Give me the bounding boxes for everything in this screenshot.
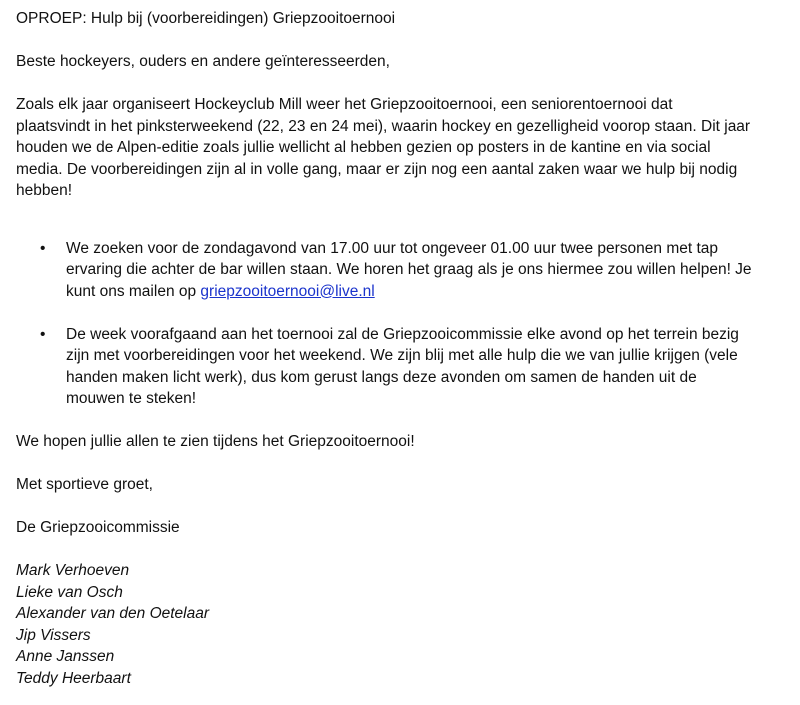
spacer xyxy=(16,539,792,561)
spacer xyxy=(16,453,792,475)
spacer xyxy=(16,302,792,324)
spacer xyxy=(16,202,792,238)
bullet-marker: • xyxy=(40,325,46,343)
closing: Met sportieve groet, xyxy=(16,476,153,493)
bullet-line: handen maken licht werk), dus kom gerust langs deze avonden om samen de handen uit de xyxy=(66,368,697,386)
list-item xyxy=(16,238,792,303)
bullet-line-with-email xyxy=(66,281,792,303)
signature-list xyxy=(16,560,792,689)
intro-paragraph xyxy=(16,94,792,202)
intro-line: plaatsvindt in het pinksterweekend (22, 23 en 24 mei), waarin hockey en gezelligheid voorop staan. Dit jaar xyxy=(16,117,751,135)
signature-name: Mark Verhoeven xyxy=(16,562,130,579)
signature-name: Teddy Heerbaart xyxy=(16,669,131,687)
spacer xyxy=(16,30,792,52)
signature-name: Alexander van den Oetelaar xyxy=(16,605,210,622)
sender: De Griepzooicommissie xyxy=(16,519,180,536)
bullet-marker: • xyxy=(40,239,46,257)
spacer xyxy=(16,496,792,518)
signature-name: Lieke van Osch xyxy=(16,583,123,601)
intro-line: Zoals elk jaar organiseert Hockeyclub Mill weer het Griepzooitoernooi, een seniorentoernooi dat xyxy=(16,96,673,113)
intro-line: houden we de Alpen-editie zoals jullie wellicht al hebben gezien op posters in de kantine en via social xyxy=(16,139,711,156)
closing-hope: We hopen jullie allen te zien tijdens het Griepzooitoernooi! xyxy=(16,433,415,450)
email-prefix: kunt ons mailen op xyxy=(66,282,201,300)
intro-line: media. De voorbereidingen zijn al in volle gang, maar er zijn nog een aantal zaken waar we hulp bij nodig xyxy=(16,160,738,178)
document xyxy=(16,8,792,689)
page-title: OPROEP: Hulp bij (voorbereidingen) Griepzooitoernooi xyxy=(16,10,396,27)
list-item xyxy=(16,324,792,410)
bullet-line: De week voorafgaand aan het toernooi zal de Griepzooicommissie elke avond op het terrein bezig xyxy=(66,325,739,343)
greeting: Beste hockeyers, ouders en andere geïnteresseerden, xyxy=(16,53,390,70)
signature-name: Anne Janssen xyxy=(16,648,115,665)
bullet-line: mouwen te steken! xyxy=(66,390,197,407)
signature-name: Jip Vissers xyxy=(16,626,91,644)
bullet-list xyxy=(16,238,792,410)
bullet-line: zijn met voorbereidingen voor het weekend. We zijn blij met alle hulp die we van jullie krijgen (vele xyxy=(66,347,738,364)
bullet-line: We zoeken voor de zondagavond van 17.00 uur tot ongeveer 01.00 uur twee personen met tap xyxy=(66,239,719,257)
spacer xyxy=(16,73,792,95)
bullet-line: ervaring die achter de bar willen staan. We horen het graag als je ons hiermee zou willen helpen! Je xyxy=(66,261,752,278)
email-link[interactable]: griepzooitoernooi@live.nl xyxy=(200,282,375,300)
intro-line: hebben! xyxy=(16,182,73,199)
spacer xyxy=(16,410,792,432)
